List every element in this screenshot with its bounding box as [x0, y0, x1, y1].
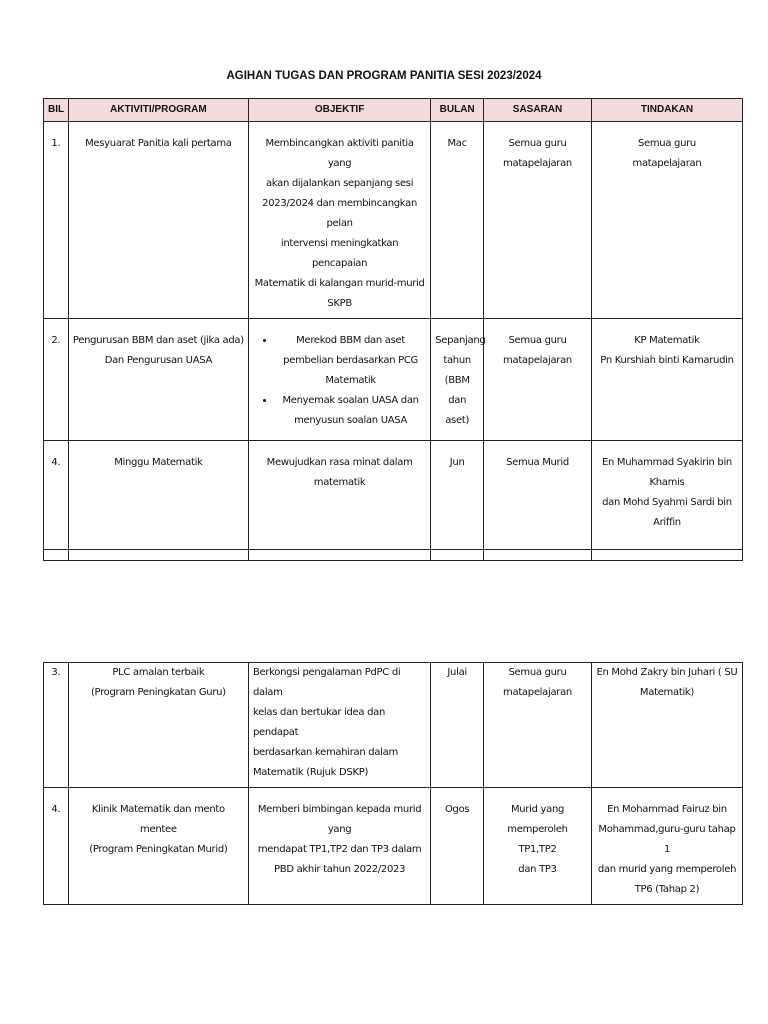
table-header-row — [44, 99, 743, 122]
table-row — [44, 122, 743, 319]
cell-tindakan — [591, 441, 742, 550]
cell-objektif — [248, 788, 430, 905]
table-row — [44, 663, 743, 788]
text-line: Semua guru — [508, 335, 567, 346]
program-table-continued — [43, 662, 743, 905]
cell-objektif — [248, 122, 430, 319]
cell-aktiviti — [68, 788, 248, 905]
text-line: Membincangkan aktiviti panitia yang — [265, 138, 414, 169]
text-line: memperoleh TP1,TP2 — [507, 824, 568, 855]
text-line: matapelajaran — [503, 687, 572, 698]
table-row — [44, 788, 743, 905]
cell-aktiviti — [68, 122, 248, 319]
header-bil: BIL — [44, 99, 69, 122]
cell-aktiviti — [68, 663, 248, 788]
table-row — [44, 319, 743, 441]
text-line: (Program Peningkatan Murid) — [89, 844, 228, 855]
text-line: Ariffin — [653, 517, 681, 528]
cell-aktiviti — [68, 441, 248, 550]
text-line: Semua Murid — [506, 457, 569, 468]
cell-objektif — [248, 441, 430, 550]
header-objektif: OBJEKTIF — [248, 99, 430, 122]
text-line: matapelajaran — [632, 158, 702, 169]
cell-objektif — [248, 319, 430, 441]
empty-cell — [591, 550, 742, 561]
text-line: akan dijalankan sepanjang sesi — [265, 178, 414, 189]
text-line: matematik — [313, 477, 366, 488]
text-line: aset) — [445, 415, 470, 426]
text-line: Mewujudkan rasa minat dalam — [266, 457, 413, 468]
text-line: Matematik di kalangan murid-murid — [254, 278, 425, 289]
text-line: PLC amalan terbaik — [112, 667, 205, 678]
empty-cell — [484, 550, 592, 561]
bullet-item — [275, 391, 426, 431]
cell-bil: 2. — [44, 319, 69, 441]
text-line: En Mohd Zakry bin Juhari ( SU — [596, 667, 738, 678]
text-line: dan murid yang memperoleh — [597, 864, 737, 875]
text-line: PBD akhir tahun 2022/2023 — [274, 864, 406, 875]
text-line: mendapat TP1,TP2 dan TP3 dalam — [257, 844, 422, 855]
cell-tindakan — [591, 663, 742, 788]
text-line: pembelian berdasarkan PCG — [283, 355, 418, 366]
text-line: matapelajaran — [503, 158, 572, 169]
document-title: AGIHAN TUGAS DAN PROGRAM PANITIA SESI 2023/2024 — [226, 70, 542, 82]
text-line: Berkongsi pengalaman PdPC di dalam — [252, 667, 401, 698]
text-line: tahun — [443, 355, 471, 366]
text-line: Matematik — [325, 375, 376, 386]
text-line: En Mohammad Fairuz bin — [607, 804, 727, 815]
text-line: TP6 (Tahap 2) — [634, 884, 700, 895]
text-line: Mac — [447, 138, 467, 149]
cell-bil: 1. — [44, 122, 69, 319]
cell-tindakan — [591, 122, 742, 319]
text-line: En Muhammad Syakirin bin — [601, 457, 732, 468]
text-line: Mesyuarat Panitia kali pertama — [85, 138, 232, 149]
text-line: menyusun soalan UASA — [294, 415, 408, 426]
text-line: Khamis — [649, 477, 685, 488]
text-line: • Menyemak soalan UASA dan — [282, 395, 419, 406]
bullet-item — [275, 331, 426, 391]
program-table — [43, 98, 743, 561]
header-bulan: BULAN — [431, 99, 484, 122]
cell-bulan — [431, 663, 484, 788]
text-line: Matematik (Rujuk DSKP) — [252, 767, 369, 778]
cell-bil: 4. — [44, 441, 69, 550]
text-line: Jun — [449, 457, 465, 468]
text-line: berdasarkan kemahiran dalam — [252, 747, 398, 758]
cell-sasaran — [484, 788, 592, 905]
objektif-bullet-list — [253, 331, 426, 431]
text-line: Sepanjang — [435, 335, 486, 346]
text-line: (BBM dan — [444, 375, 470, 406]
text-line: intervensi meningkatkan pencapaian — [280, 238, 399, 269]
text-line: (Program Peningkatan Guru) — [90, 687, 226, 698]
table-row — [44, 441, 743, 550]
text-line: kelas dan bertukar idea dan pendapat — [252, 707, 386, 738]
cell-bil: 3. — [44, 663, 69, 788]
cell-bil: 4. — [44, 788, 69, 905]
text-line: matapelajaran — [503, 355, 572, 366]
cell-sasaran — [484, 122, 592, 319]
text-line: Minggu Matematik — [114, 457, 203, 468]
text-line: Murid yang — [510, 804, 565, 815]
text-line: Pengurusan BBM dan aset (jika ada) — [72, 335, 244, 346]
text-line: 2023/2024 dan membincangkan pelan — [262, 198, 417, 229]
cell-bulan — [431, 788, 484, 905]
cell-tindakan — [591, 788, 742, 905]
cell-aktiviti — [68, 319, 248, 441]
text-line: Ogos — [444, 804, 470, 815]
text-line: dan Mohd Syahmi Sardi bin — [602, 497, 732, 508]
text-line: Semua guru — [508, 667, 567, 678]
text-line: KP Matematik — [634, 335, 700, 346]
text-line: • Merekod BBM dan aset — [296, 335, 405, 346]
text-line: dan TP3 — [518, 864, 557, 875]
text-line: Matematik) — [639, 687, 695, 698]
empty-cell — [431, 550, 484, 561]
text-line: Klinik Matematik dan mento mentee — [91, 804, 225, 835]
empty-table-row — [44, 550, 743, 561]
text-line: Julai — [447, 667, 467, 678]
text-line: Semua guru — [637, 138, 696, 149]
cell-tindakan — [591, 319, 742, 441]
text-line: Memberi bimbingan kepada murid yang — [257, 804, 422, 835]
text-line: Semua guru — [508, 138, 567, 149]
empty-cell — [68, 550, 248, 561]
header-sasaran: SASARAN — [484, 99, 592, 122]
cell-bulan — [431, 441, 484, 550]
header-aktiviti: AKTIVITI/PROGRAM — [68, 99, 248, 122]
text-line: SKPB — [327, 298, 352, 309]
cell-bulan — [431, 319, 484, 441]
text-line: Mohammad,guru-guru tahap 1 — [598, 824, 736, 855]
cell-sasaran — [484, 319, 592, 441]
empty-cell — [44, 550, 69, 561]
text-line: Pn Kurshiah binti Kamarudin — [600, 355, 734, 366]
cell-sasaran — [484, 663, 592, 788]
cell-objektif — [248, 663, 430, 788]
cell-bulan — [431, 122, 484, 319]
text-line: Dan Pengurusan UASA — [104, 355, 213, 366]
header-tindakan: TINDAKAN — [591, 99, 742, 122]
empty-cell — [248, 550, 430, 561]
cell-sasaran — [484, 441, 592, 550]
